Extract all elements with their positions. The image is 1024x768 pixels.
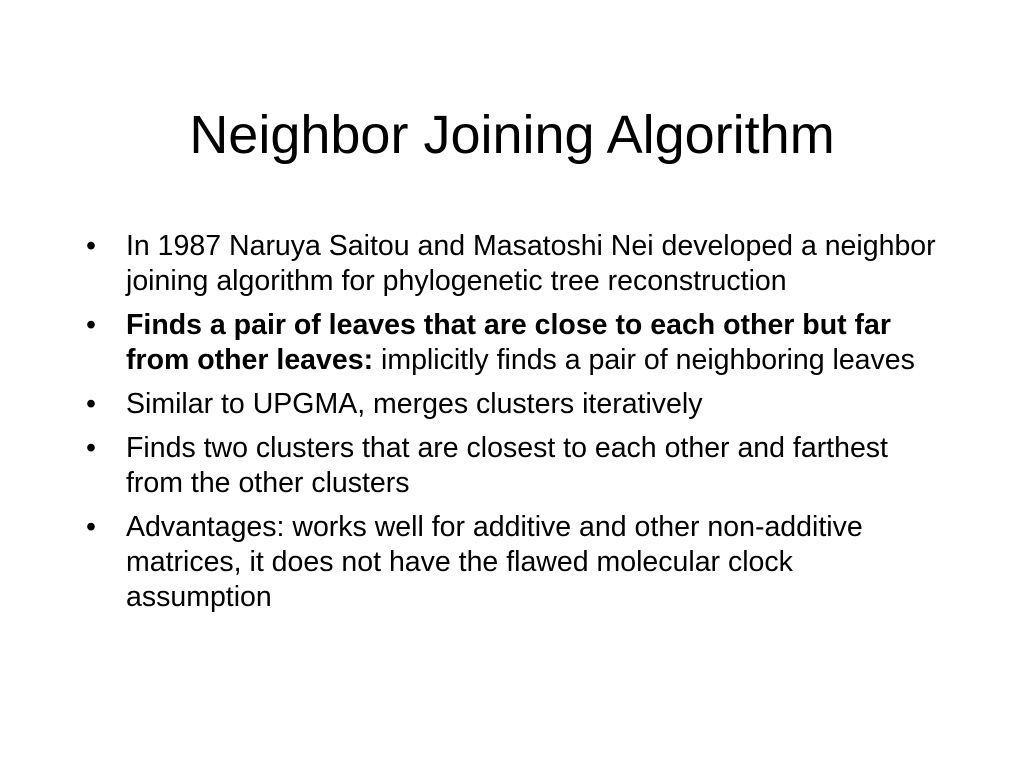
bullet-list xyxy=(86,229,946,624)
bullet-point-icon: • xyxy=(86,388,96,420)
bullet-bold-text: Finds a pair of leaves that are close to each other but far from other leaves: xyxy=(126,309,891,376)
bullet-item-1 xyxy=(86,229,946,299)
bullet-point-icon: • xyxy=(86,230,96,262)
bullet-item-2 xyxy=(86,308,946,378)
bullet-item-5 xyxy=(86,510,946,615)
slide-title: Neighbor Joining Algorithm xyxy=(189,105,835,165)
bullet-text: Advantages: works well for additive and other non-additive matrices, it does not have the flawed molecular clock assumption xyxy=(126,511,863,613)
bullet-item-3 xyxy=(86,387,946,422)
bullet-text: Similar to UPGMA, merges clusters iteratively xyxy=(126,388,703,420)
bullet-text: Finds two clusters that are closest to each other and farthest from the other clusters xyxy=(126,432,888,499)
bullet-text: In 1987 Naruya Saitou and Masatoshi Nei developed a neighbor joining algorithm for phylogenetic tree reconstruction xyxy=(126,230,936,297)
bullet-text: implicitly finds a pair of neighboring leaves xyxy=(373,344,915,376)
bullet-point-icon: • xyxy=(86,309,96,341)
bullet-point-icon: • xyxy=(86,511,96,543)
bullet-item-4 xyxy=(86,431,946,501)
bullet-point-icon: • xyxy=(86,432,96,464)
